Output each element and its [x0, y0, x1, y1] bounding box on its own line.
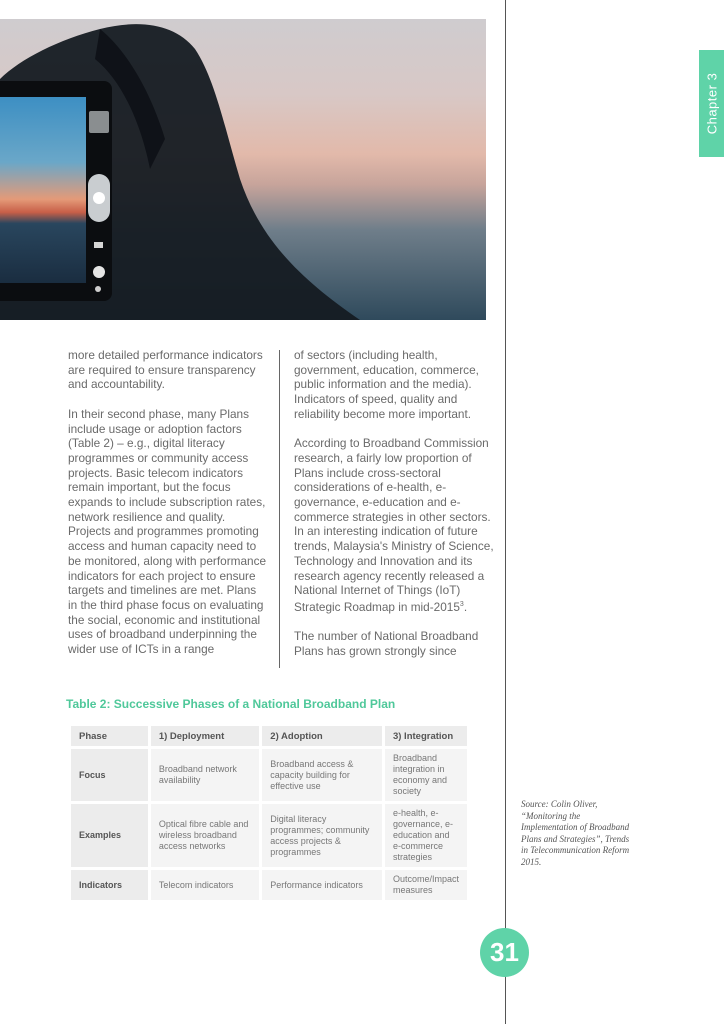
table-cell: Digital literacy programmes; community access projects & programmes [262, 804, 382, 867]
paragraph [294, 436, 494, 614]
page-divider-line [505, 0, 506, 1024]
footnote-marker: 3 [459, 600, 464, 608]
paragraph: more detailed performance indicators are required to ensure transparency and accountability. [68, 348, 263, 392]
table-cell: e-health, e-governance, e-education and e-commerce strategies [385, 804, 467, 867]
paragraph: The number of National Broadband Plans has grown strongly since [294, 629, 479, 658]
phases-table [68, 723, 470, 903]
table-cell: Performance indicators [262, 870, 382, 900]
table-cell: Broadband integration in economy and society [385, 749, 467, 801]
paragraph-end: . [463, 599, 468, 614]
table-header-row [71, 726, 467, 746]
table-cell: Telecom indicators [151, 870, 259, 900]
table-cell: Optical fibre cable and wireless broadband access networks [151, 804, 259, 867]
header-adoption: 2) Adoption [262, 726, 382, 746]
hero-photo [0, 19, 486, 320]
table-cell: Broadband access & capacity building for effective use [262, 749, 382, 801]
source-citation: Source: Colin Oliver, “Monitoring the Implementation of Broadband Plans and Strategies”, Trends in Telecommunication Reform 2015. [521, 799, 630, 867]
chapter-tab [699, 50, 724, 157]
table-cell: Outcome/Impact measures [385, 870, 467, 900]
header-deployment: 1) Deployment [151, 726, 259, 746]
header-integration: 3) Integration [385, 726, 467, 746]
column-rule [279, 350, 280, 668]
paragraph: of sectors (including health, government, education, commerce, public information and the media). Indicators of speed, quality and reliability become more important. [294, 348, 479, 421]
table-row [71, 870, 467, 900]
table-title: Table 2: Successive Phases of a National Broadband Plan [66, 697, 396, 711]
camera-icon [93, 192, 105, 204]
paragraph: In their second phase, many Plans include usage or adoption factors (Table 2) – e.g., digital literacy programmes or community access projects. Basic telecom indicators remain important, but the focus expands to include subscription rates, network resilience and quality. Projects and programmes promoting access and human capacity need to be monitored, along with performance indicators for each project to ensure targets and timelines are met. Plans in the third phase focus on evaluating the social, economic and institutional uses of broadband underpinning the wider use of ICTs in a range [68, 406, 267, 657]
header-phase: Phase [71, 726, 148, 746]
chapter-tab-label: Chapter 3 [704, 72, 719, 135]
table-cell: Broadband network availability [151, 749, 259, 801]
hand-holding-phone-photo [0, 19, 486, 320]
body-column-left [68, 348, 268, 671]
paragraph-text: According to Broadband Commission research, a fairly low proportion of Plans include cross-sectoral considerations of e-health, e-governance, e-education and e-commerce strategies in other sectors. In an interesting indication of future trends, Malaysia's Ministry of Science, Technology and Innovation and its research agency recently released a National Internet of Things (IoT) Strategic Roadmap in mid-2015 [294, 436, 494, 614]
table-row [71, 804, 467, 867]
body-column-right [294, 348, 494, 673]
row-label: Focus [71, 749, 148, 801]
table-row [71, 749, 467, 801]
row-label: Examples [71, 804, 148, 867]
row-label: Indicators [71, 870, 148, 900]
page-number: 31 [480, 928, 529, 977]
